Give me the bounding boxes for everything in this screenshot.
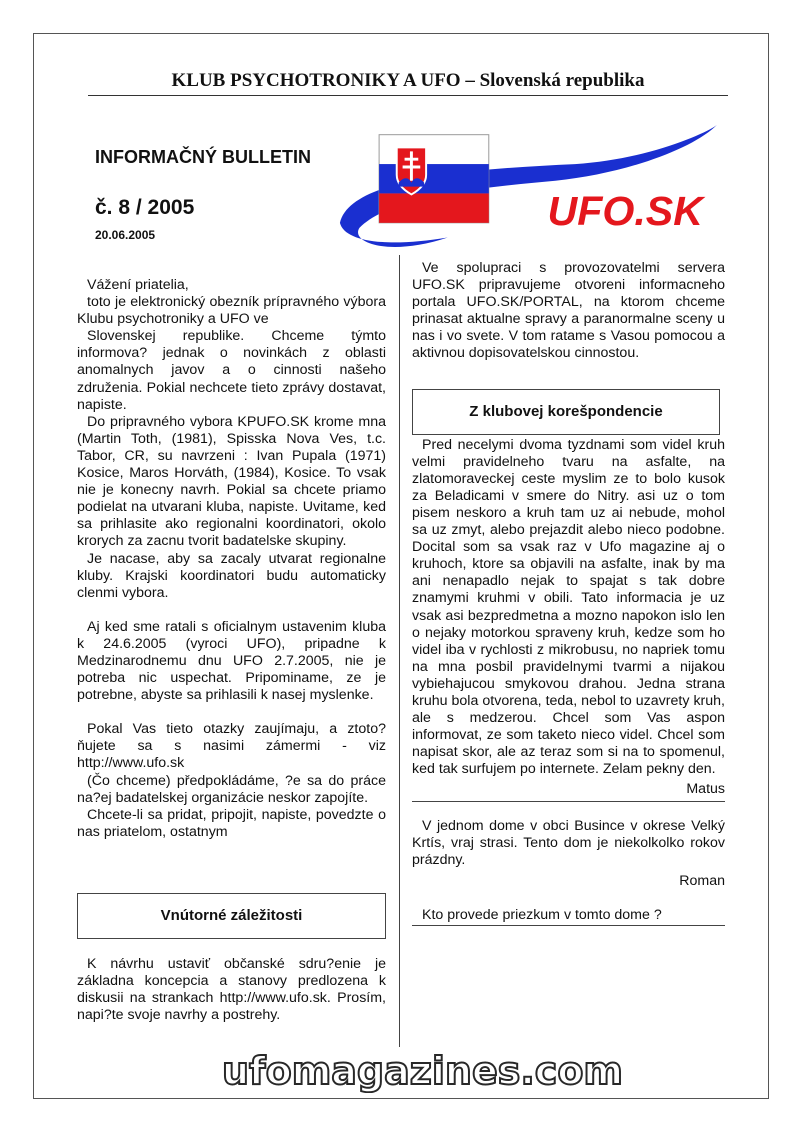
letter: Pred necelymi dvoma tyzdnami som videl kruh velmi pravidelneho tvaru na asfalte, na zlatomoraveckej ceste myslim ze to bolo kusok za Beladicami v smere do Nitry. asi uz o tom pisem neskoro a kruh tam uz ai nebude, mohol sa uz zmyt, alebo prejazdit alebo nieco podobne. Docital som sa vsak raz v Ufo magazine aj o kruhoch, ktore sa objavili na asfalte, inak by ma ani nenapadlo nejak to spajat s tak dobre znamymi kruhmi v obili. Tato informacia je uz vsak asi bezpredmetna a mozno napokon islo len o nejaky motorkou spraveny kruh, kedze som ho videl iba v rychlosti z mikrobusu, no napriek tomu na mna posbil pravidelnymi tvarmi a nijakou vybiehajucou smykovou drahou. Jedna strana kruhu bola otvorena, teda, nebol to uzavrety kruh, ale s medzerou. Chcel som Vas aspon informovat, ze som taketo nieco videl. Chcel som napisat skor, ale az teraz som si na to spomenul, ked tak surfujem po internete. Zelam pekny den. (412, 436, 725, 778)
watermark: ufomagazines.com (222, 1049, 624, 1093)
paragraph: toto je elektronický obezník prípravného výbora Klubu psychotroniky a UFO ve (77, 294, 386, 328)
paragraph: K návrhu ustaviť občanské sdru?enie je základna koncepcia a stanovy predlozena k diskusii na strankach http://www.ufo.sk. Prosím, napi?te svoje navrhy a postrehy. (77, 955, 386, 1024)
section-title-vnutorne: Vnútorné záležitosti (77, 893, 386, 939)
paragraph: Do pripravného vybora KPUFO.SK krome mna (Martin Toth, (1981), Spisska Nova Ves, t.c. Tabor, CR, su navrzeni : Ivan Pupala (1971) Kosice, Maros Horváth, (1984), Kosice. To vsak nie je konecny navrh. Pokial sa chcete priamo podielat na utvarani kluba, napiste. Uvitame, ked sa prihlasite ako regionalni koordinatori, okolo krorych za zacnu tvorit badatelske skupiny. (77, 413, 386, 550)
signature: Matus (412, 778, 725, 801)
paragraph: Je nacase, aby sa zacaly utvarat regionalne kluby. Krajski koordinatori budu automaticky clenmi vybora. (77, 550, 386, 601)
paragraph: (Čo chceme) předpokládáme, ?e sa do práce na?ej badatelskej organizácie neskor zapojíte. (77, 772, 386, 806)
paragraph: Chcete-li sa pridat, pripojit, napiste, povedzte o nas priatelom, ostatnym (77, 806, 386, 840)
letter: V jednom dome v obci Busince v okrese Velký Krtís, vraj strasi. Tento dom je niekolkolko rokov prázdny. (412, 817, 725, 868)
ufo-sk-logo (330, 120, 722, 262)
paragraph: Slovenskej republike. Chceme týmto informova? jednak o novinkách z oblasti anomalnych javov a o cinnosti našeho združenia. Pokial nechcete tieto zprávy dostavat, napiste. (77, 328, 386, 413)
issue-number: č. 8 / 2005 (95, 196, 195, 219)
logo-text: UFO.SK (547, 187, 703, 234)
issue-date: 20.06.2005 (95, 228, 156, 242)
greeting: Vážení priatelia, (87, 277, 189, 293)
page-header: KLUB PSYCHOTRONIKY A UFO – Slovenská republika (88, 70, 728, 96)
column-divider (399, 255, 400, 1047)
paragraph: Pokal Vas tieto otazky zaujímaju, a ztoto?ňujete sa s nasimi zámermi - viz http://www.ufo.sk (77, 721, 386, 772)
signature: Roman (679, 872, 725, 889)
left-column (77, 277, 386, 1024)
bulletin-title: INFORMAČNÝ BULLETIN (95, 147, 311, 167)
paragraph: Aj ked sme ratali s oficialnym ustavenim kluba k 24.6.2005 (vyroci UFO), pripadne k Medzinarodnemu dnu UFO 2.7.2005, nie je potreba nic uspechat. Pripominame, ze je potrebne, abyste sa prihlasili k nasej myslenke. (77, 618, 386, 704)
question: Kto provede priezkum v tomto dome ? (412, 907, 725, 926)
section-title-korespondencia: Z klubovej korešpondencie (412, 389, 720, 435)
paragraph: Ve spolupraci s provozovatelmi servera UFO.SK pripravujeme otvoreni informacneho portala UFO.SK/PORTAL, na ktorom chceme prinasat aktualne spravy a paranormalne sceny u nas i vo svete. V tom ratame s Vasou pomocou a aktivnou dopisovatelskou cinnostou. (412, 260, 725, 362)
right-column (412, 260, 725, 926)
